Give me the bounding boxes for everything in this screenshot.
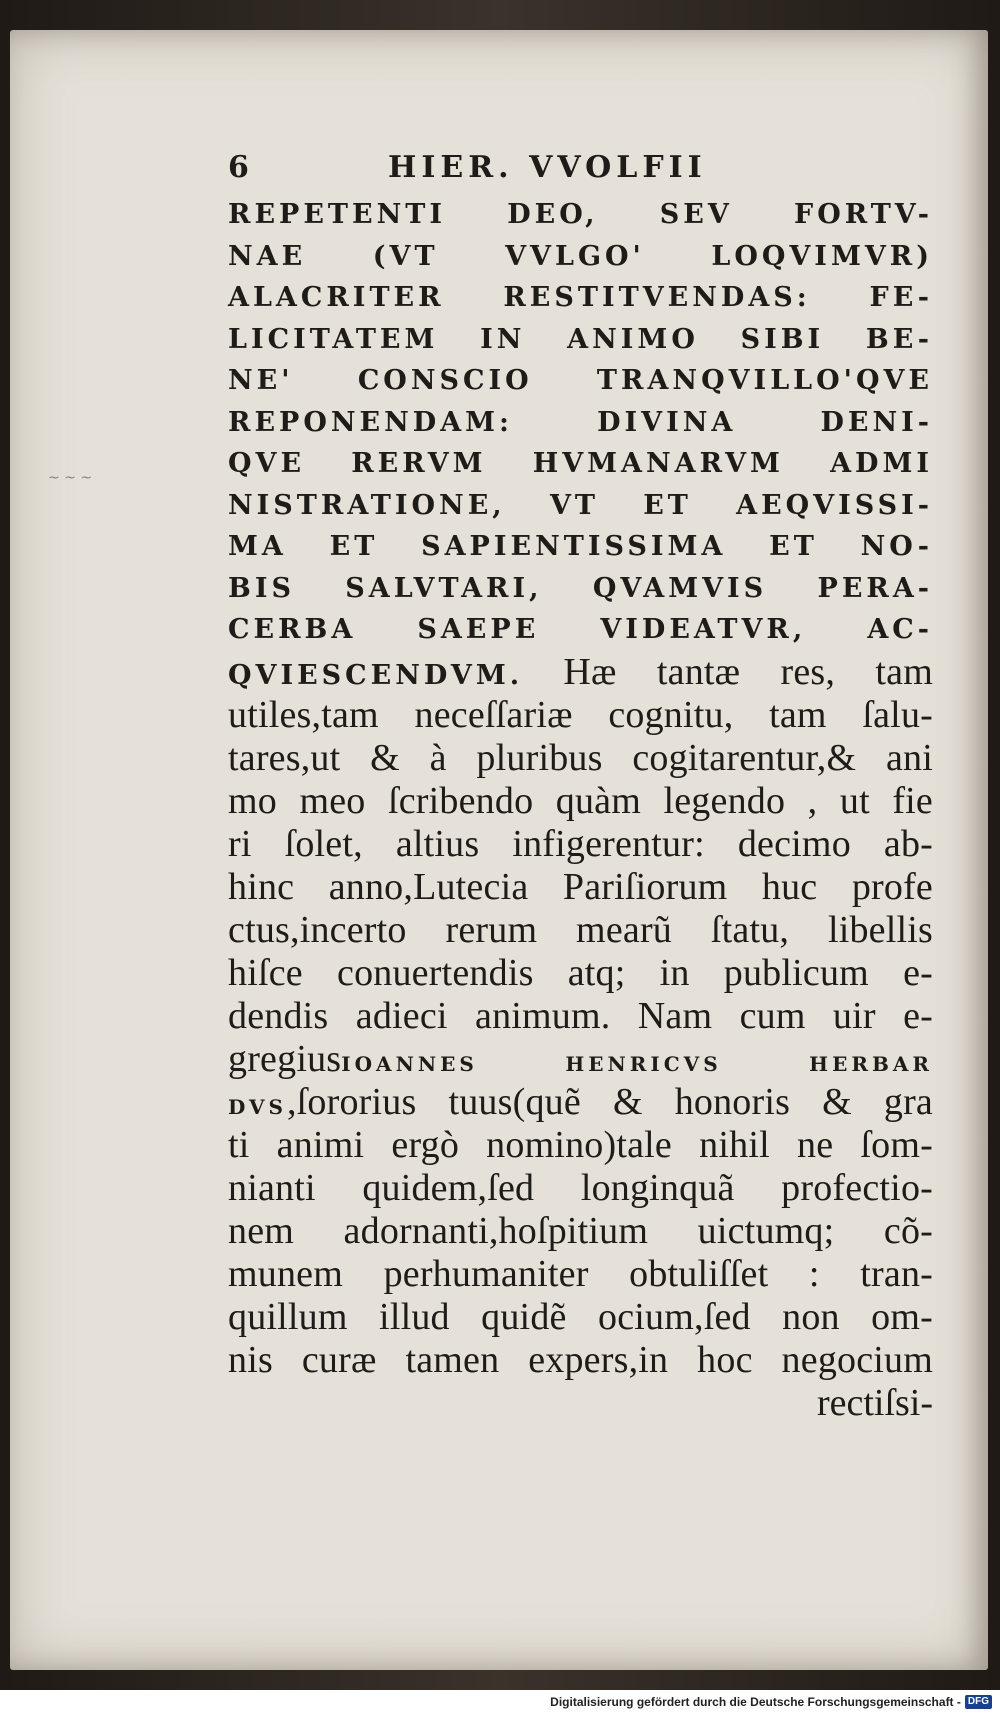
funding-credit: Digitalisierung gefördert durch die Deutsche Forschungsgemeinschaft - bbox=[550, 1694, 961, 1709]
text-line: mo meo ſcribendo quàm legendo , ut fie bbox=[228, 779, 933, 822]
name-smallcaps: DVS bbox=[228, 1094, 287, 1119]
margin-speck: ~ ~ ~ bbox=[48, 470, 93, 486]
caps-line: NISTRATIONE, VT ET AEQVISSI- bbox=[228, 489, 933, 521]
text-line: hiſce conuertendis atq; in publicum e- bbox=[228, 951, 933, 994]
text-segment: Hæ tantæ res, tam bbox=[523, 650, 933, 693]
name-line bbox=[228, 1081, 933, 1124]
running-head bbox=[228, 150, 933, 194]
caps-line: LICITATEM IN ANIMO SIBI BE- bbox=[228, 323, 933, 355]
caps-line: REPONENDAM: DIVINA DENI- bbox=[228, 406, 933, 438]
page-number: 6 bbox=[228, 150, 254, 185]
text-segment: gregius bbox=[228, 1037, 342, 1080]
text-line: nis curæ tamen expers,in hoc negocium bbox=[228, 1338, 933, 1381]
text-line: munem perhumaniter obtuliſſet : tran- bbox=[228, 1252, 933, 1295]
page-text bbox=[228, 150, 933, 1425]
caps-line: NAE (VT VVLGO' LOQVIMVR) bbox=[228, 240, 933, 272]
running-title: HIER. VVOLFII bbox=[388, 150, 707, 185]
name-line bbox=[228, 1038, 933, 1081]
text-line: nianti quidem,ſed longinquã profectio- bbox=[228, 1166, 933, 1209]
caps-line: REPETENTI DEO, SEV FORTV- bbox=[228, 199, 933, 230]
caps-segment: QVIESCENDVM. bbox=[228, 659, 524, 691]
text-line: nem adornanti,hoſpitium uictumq; cõ- bbox=[228, 1209, 933, 1252]
caps-line: QVE RERVM HVMANARVM ADMI bbox=[228, 448, 933, 479]
mixed-line bbox=[228, 651, 933, 694]
caps-line: BIS SALVTARI, QVAMVIS PERA- bbox=[228, 572, 933, 604]
caps-line: NE' CONSCIO TRANQVILLO'QVE bbox=[228, 365, 933, 396]
text-line: dendis adieci animum. Nam cum uir e- bbox=[228, 994, 933, 1037]
text-line: tares,ut & à pluribus cogitarentur,& ani bbox=[228, 736, 933, 779]
dfg-logo: DFG bbox=[965, 1695, 992, 1709]
text-line: utiles,tam neceſſariæ cognitu, tam ſalu- bbox=[228, 693, 933, 736]
text-line: ti animi ergò nomino)tale nihil ne ſom- bbox=[228, 1123, 933, 1166]
book-page bbox=[10, 30, 988, 1670]
caps-line: ALACRITER RESTITVENDAS: FE- bbox=[228, 282, 933, 313]
name-smallcaps: IOANNES HENRICVS HERBAR bbox=[341, 1051, 933, 1076]
text-segment: ,ſororius tuus(quẽ & honoris & gra bbox=[286, 1080, 933, 1123]
caps-line: MA ET SAPIENTISSIMA ET NO- bbox=[228, 531, 933, 562]
catchword: rectiſsi- bbox=[816, 1381, 933, 1424]
text-line: ri ſolet, altius infigerentur: decimo ab- bbox=[228, 822, 933, 865]
text-line: hinc anno,Lutecia Pariſiorum huc profe bbox=[228, 865, 933, 908]
caps-line: CERBA SAEPE VIDEATVR, AC- bbox=[228, 614, 933, 645]
text-line: ctus,incerto rerum mearũ ſtatu, libellis bbox=[228, 908, 933, 951]
digitization-footer bbox=[0, 1690, 1000, 1713]
text-line: quillum illud quidẽ ocium,ſed non om- bbox=[228, 1295, 933, 1338]
